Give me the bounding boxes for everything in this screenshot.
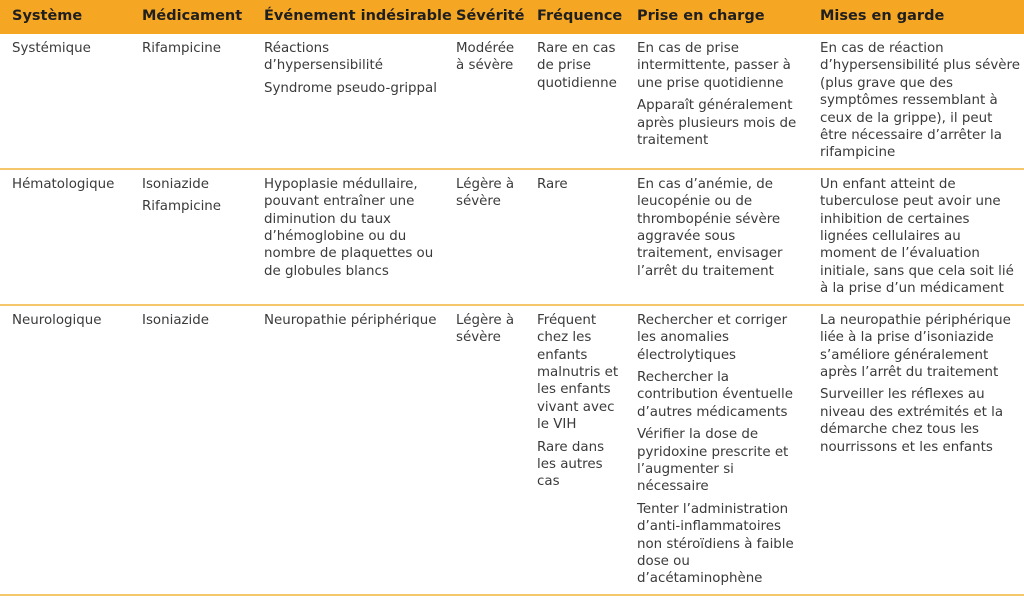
cell-text: Hypoplasie médullaire, pouvant entraîner une diminution du taux d’hémoglobine ou du nombre de plaquettes ou de globules blancs xyxy=(264,176,434,279)
cell-text: Rechercher et corriger les anomalies électrolytiques xyxy=(637,312,788,363)
cell-systeme: Neurologique xyxy=(0,305,130,595)
cell-text: Rare dans les autres cas xyxy=(537,439,605,490)
cell-medicament xyxy=(130,169,252,305)
table-row xyxy=(0,169,1024,305)
cell-text: Isoniazide xyxy=(142,312,210,328)
cell-systeme: Systémique xyxy=(0,34,130,169)
cell-text: Fréquent chez les enfants malnutris et les enfants vivant avec le VIH xyxy=(537,312,619,433)
table-row xyxy=(0,305,1024,595)
cell-text: En cas de prise intermittente, passer à une prise quotidienne xyxy=(637,41,791,91)
header-frequence: Fréquence xyxy=(525,0,625,34)
cell-text: En cas de réaction d’hypersensibilité plus sévère (plus grave que des symptômes ressemblant à ceux de la grippe), il peut être nécessaire d’arrêter la rifampicine xyxy=(820,41,1020,161)
cell-prise-en-charge xyxy=(625,34,808,169)
cell-prise-en-charge xyxy=(625,305,808,595)
cell-text: Rifampicine xyxy=(142,199,222,215)
cell-text: Rechercher la contribution éventuelle d’autres médicaments xyxy=(637,369,793,420)
cell-mises-en-garde xyxy=(808,305,1024,595)
header-severite: Sévérité xyxy=(444,0,525,34)
header-mises-en-garde: Mises en garde xyxy=(808,0,1024,34)
cell-frequence xyxy=(525,305,625,595)
cell-text: Tenter l’administration d’anti-inflammatoires non stéroïdiens à faible dose ou d’acétaminophène xyxy=(637,501,794,587)
cell-medicament xyxy=(130,305,252,595)
cell-severite: Légère à sévère xyxy=(444,169,525,305)
cell-text: Apparaît généralement après plusieurs mois de traitement xyxy=(637,98,797,149)
cell-text: Un enfant atteint de tuberculose peut avoir une inhibition de certaines lignées cellulaires au moment de l’évaluation initiale, sans que cela soit lié à la prise d’un médicament xyxy=(820,176,1014,297)
cell-mises-en-garde xyxy=(808,169,1024,305)
cell-medicament xyxy=(130,34,252,169)
cell-mises-en-garde xyxy=(808,34,1024,169)
cell-text: Surveiller les réflexes au niveau des extrémités et la démarche chez tous les nourrissons et les enfants xyxy=(820,387,1004,455)
cell-frequence xyxy=(525,34,625,169)
cell-text: Isoniazide xyxy=(142,176,210,192)
cell-prise-en-charge xyxy=(625,169,808,305)
cell-evenement xyxy=(252,169,444,305)
header-systeme: Système xyxy=(0,0,130,34)
cell-severite: Modérée à sévère xyxy=(444,34,525,169)
header-medicament: Médicament xyxy=(130,0,252,34)
cell-text: Vérifier la dose de pyridoxine prescrite et l’augmenter si nécessaire xyxy=(637,427,789,495)
cell-text: Rare en cas de prise quotidienne xyxy=(537,41,617,91)
cell-frequence xyxy=(525,169,625,305)
cell-text: La neuropathie périphérique liée à la prise d’isoniazide s’améliore généralement après l’arrêt du traitement xyxy=(820,312,1011,380)
cell-severite: Légère à sévère xyxy=(444,305,525,595)
cell-text: Syndrome pseudo-grippal xyxy=(264,80,437,96)
cell-text: Réactions d’hypersensibilité xyxy=(264,41,383,74)
cell-systeme: Hématologique xyxy=(0,169,130,305)
cell-text: Rare xyxy=(537,176,568,192)
header-evenement: Événement indésirable xyxy=(252,0,444,34)
cell-text: Rifampicine xyxy=(142,41,222,56)
cell-text: Neuropathie périphérique xyxy=(264,312,437,328)
header-prise-en-charge: Prise en charge xyxy=(625,0,808,34)
cell-evenement xyxy=(252,34,444,169)
table-row xyxy=(0,34,1024,169)
cell-evenement xyxy=(252,305,444,595)
cell-text: En cas d’anémie, de leucopénie ou de thrombopénie sévère aggravée sous traitement, envisager l’arrêt du traitement xyxy=(637,176,783,279)
header-row xyxy=(0,0,1024,34)
